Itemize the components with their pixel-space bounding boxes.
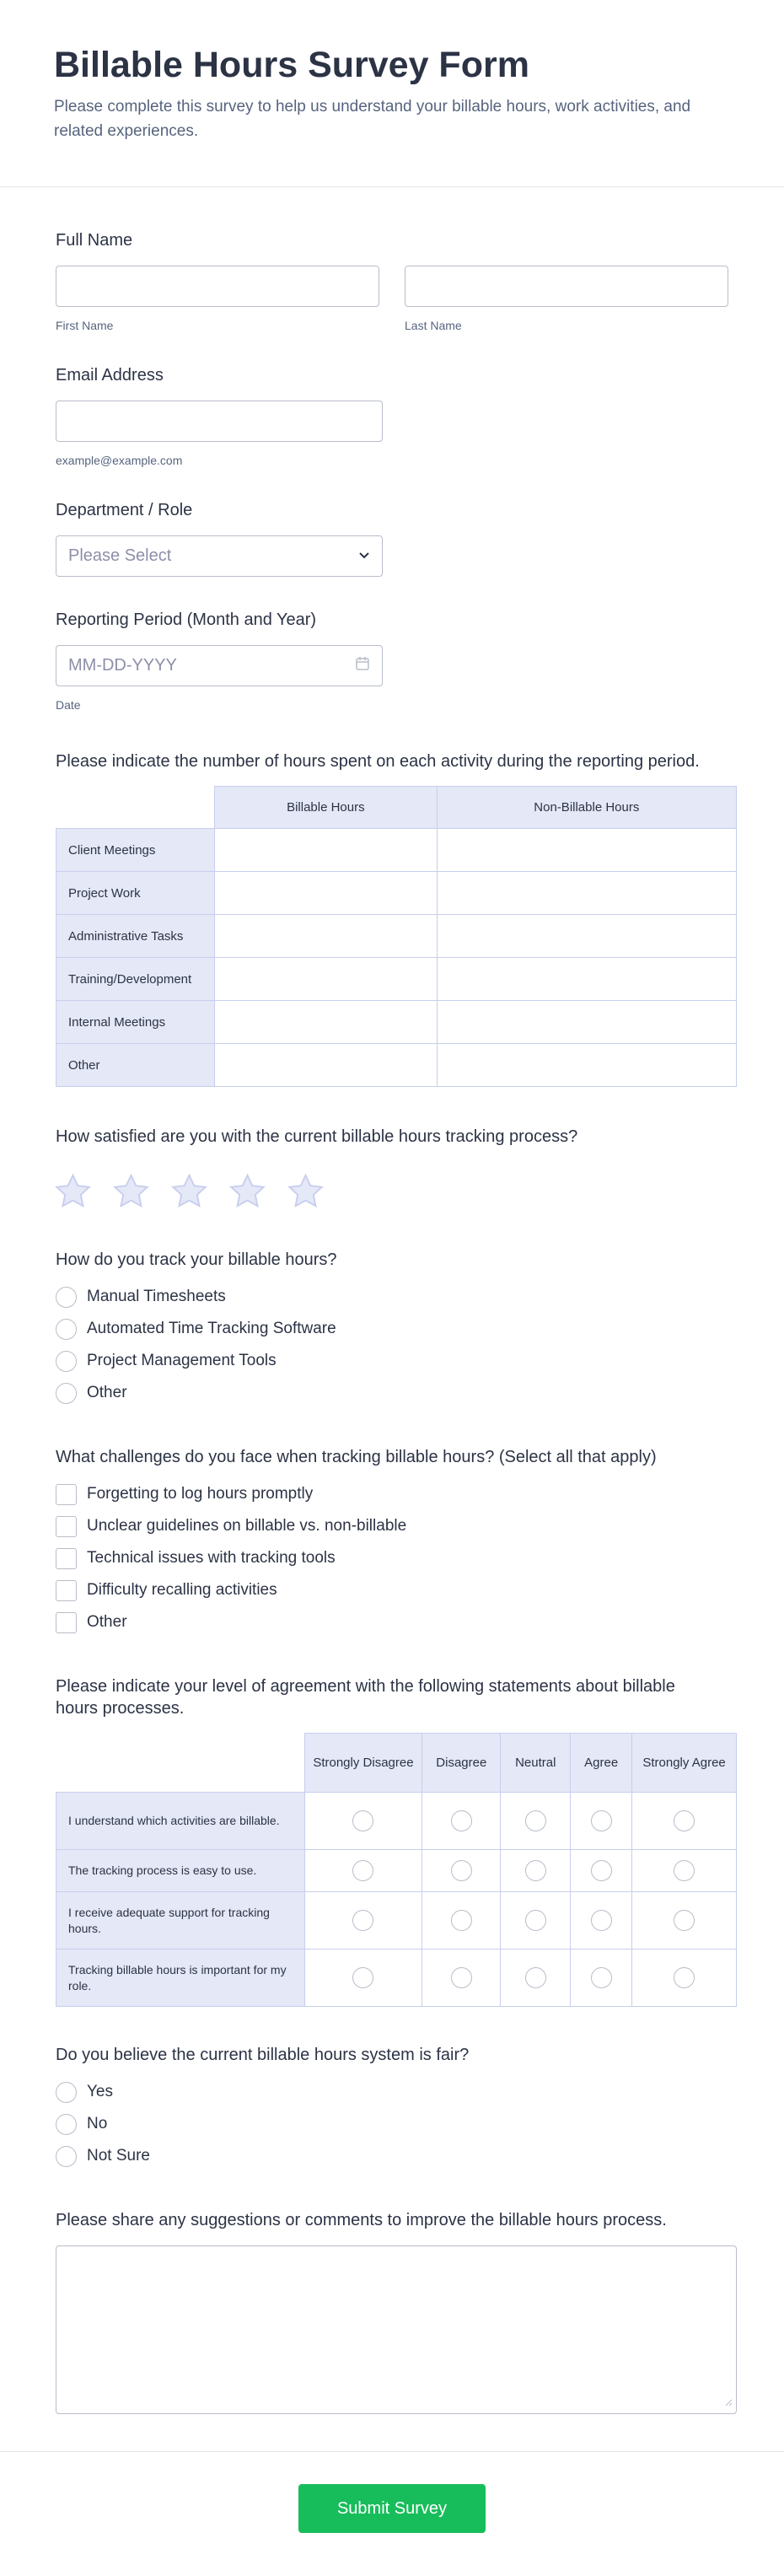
hours-col-header: Billable Hours xyxy=(215,787,438,829)
hours-cell-input[interactable] xyxy=(215,1001,438,1044)
agreement-col-header: Agree xyxy=(571,1734,632,1793)
hours-cell-input[interactable] xyxy=(215,958,438,1001)
tracking-label: How do you track your billable hours? xyxy=(56,1250,337,1269)
radio-button[interactable] xyxy=(56,1351,77,1372)
agreement-label: Please indicate your level of agreement with the following statements about billable hours processes. xyxy=(56,1677,675,1718)
challenges-field xyxy=(56,1446,728,1638)
challenge-option[interactable] xyxy=(56,1574,728,1606)
radio-button[interactable] xyxy=(56,1383,77,1404)
hours-cell-input[interactable] xyxy=(437,829,736,872)
radio-button[interactable] xyxy=(451,1860,472,1881)
challenge-option[interactable] xyxy=(56,1606,728,1638)
date-sublabel: Date xyxy=(56,698,81,712)
hours-cell-input[interactable] xyxy=(437,1001,736,1044)
calendar-icon[interactable] xyxy=(355,656,370,675)
hours-table xyxy=(56,786,737,1087)
radio-button[interactable] xyxy=(451,1910,472,1931)
option-label: Other xyxy=(87,1613,127,1631)
tracking-option[interactable] xyxy=(56,1313,728,1345)
reporting-period-field xyxy=(56,609,728,712)
hours-cell-input[interactable] xyxy=(437,915,736,958)
option-label: Yes xyxy=(87,2083,113,2100)
radio-button[interactable] xyxy=(352,1967,373,1988)
agreement-table xyxy=(56,1733,737,2007)
radio-button[interactable] xyxy=(525,1967,546,1988)
fair-option[interactable] xyxy=(56,2108,728,2140)
tracking-option[interactable] xyxy=(56,1281,728,1313)
hours-field xyxy=(56,750,728,1087)
hours-label: Please indicate the number of hours spent on each activity during the reporting period. xyxy=(56,752,700,771)
option-label: No xyxy=(87,2115,108,2132)
star-icon[interactable] xyxy=(170,1173,208,1213)
star-icon[interactable] xyxy=(54,1173,92,1213)
email-sublabel: example@example.com xyxy=(56,454,183,467)
agreement-field xyxy=(56,1675,728,2007)
full-name-field xyxy=(56,229,728,332)
hours-cell-input[interactable] xyxy=(437,958,736,1001)
option-label: Project Management Tools xyxy=(87,1352,277,1369)
agreement-row-label: I understand which activities are billable. xyxy=(56,1793,305,1850)
radio-button[interactable] xyxy=(451,1810,472,1831)
date-input[interactable] xyxy=(56,645,383,686)
radio-button[interactable] xyxy=(56,2082,77,2103)
option-label: Other xyxy=(87,1384,127,1401)
radio-button[interactable] xyxy=(525,1910,546,1931)
radio-button[interactable] xyxy=(352,1910,373,1931)
hours-cell-input[interactable] xyxy=(215,829,438,872)
star-icon[interactable] xyxy=(112,1173,150,1213)
radio-button[interactable] xyxy=(591,1810,612,1831)
last-name-input[interactable] xyxy=(405,266,728,307)
form-footer xyxy=(0,2451,784,2576)
hours-row-label: Training/Development xyxy=(56,958,215,1001)
fair-option[interactable] xyxy=(56,2076,728,2108)
department-placeholder: Please Select xyxy=(68,546,172,565)
radio-button[interactable] xyxy=(352,1810,373,1831)
hours-cell-input[interactable] xyxy=(215,1044,438,1087)
hours-corner xyxy=(56,787,215,829)
hours-cell-input[interactable] xyxy=(215,915,438,958)
agreement-col-header: Disagree xyxy=(422,1734,501,1793)
option-label: Unclear guidelines on billable vs. non-billable xyxy=(87,1517,407,1535)
challenges-label: What challenges do you face when tracking billable hours? (Select all that apply) xyxy=(56,1448,657,1466)
agreement-row-label: I receive adequate support for tracking hours. xyxy=(56,1892,305,1949)
checkbox[interactable] xyxy=(56,1548,77,1569)
checkbox[interactable] xyxy=(56,1516,77,1537)
hours-cell-input[interactable] xyxy=(437,1044,736,1087)
chevron-down-icon xyxy=(358,549,370,564)
hours-row-label: Project Work xyxy=(56,872,215,915)
radio-button[interactable] xyxy=(525,1810,546,1831)
checkbox[interactable] xyxy=(56,1484,77,1505)
comments-field xyxy=(56,2209,728,2414)
star-icon[interactable] xyxy=(228,1173,266,1213)
option-label: Manual Timesheets xyxy=(87,1288,226,1305)
email-field xyxy=(56,364,728,467)
department-select[interactable] xyxy=(56,535,383,577)
checkbox[interactable] xyxy=(56,1580,77,1601)
agreement-col-header: Neutral xyxy=(501,1734,571,1793)
department-field xyxy=(56,499,728,577)
radio-button[interactable] xyxy=(674,1967,695,1988)
radio-button[interactable] xyxy=(591,1910,612,1931)
radio-button[interactable] xyxy=(591,1967,612,1988)
first-name-sublabel: First Name xyxy=(56,319,114,332)
radio-button[interactable] xyxy=(525,1860,546,1881)
radio-button[interactable] xyxy=(56,2114,77,2135)
radio-button[interactable] xyxy=(451,1967,472,1988)
radio-button[interactable] xyxy=(56,1319,77,1340)
submit-button[interactable]: Submit Survey xyxy=(298,2484,486,2533)
comments-textarea[interactable] xyxy=(56,2245,737,2414)
satisfaction-label: How satisfied are you with the current billable hours tracking process? xyxy=(56,1127,578,1146)
star-icon[interactable] xyxy=(287,1173,325,1213)
challenge-option[interactable] xyxy=(56,1510,728,1542)
satisfaction-field xyxy=(56,1126,728,1213)
email-label: Email Address xyxy=(56,366,164,385)
radio-button[interactable] xyxy=(591,1860,612,1881)
form-description: Please complete this survey to help us understand your billable hours, work activities, and related experiences. xyxy=(54,98,691,140)
star-rating xyxy=(54,1173,728,1213)
agreement-col-header: Strongly Disagree xyxy=(304,1734,422,1793)
first-name-input[interactable] xyxy=(56,266,379,307)
agreement-row-label: The tracking process is easy to use. xyxy=(56,1850,305,1892)
tracking-option[interactable] xyxy=(56,1377,728,1409)
hours-cell-input[interactable] xyxy=(437,872,736,915)
radio-button[interactable] xyxy=(674,1810,695,1831)
full-name-label: Full Name xyxy=(56,231,133,250)
hours-cell-input[interactable] xyxy=(215,872,438,915)
reporting-period-label: Reporting Period (Month and Year) xyxy=(56,610,317,629)
form-title: Billable Hours Survey Form xyxy=(54,45,529,85)
tracking-option[interactable] xyxy=(56,1345,728,1377)
fair-label: Do you believe the current billable hours system is fair? xyxy=(56,2046,470,2064)
hours-row-label: Client Meetings xyxy=(56,829,215,872)
comments-label: Please share any suggestions or comments to improve the billable hours process. xyxy=(56,2211,667,2229)
radio-button[interactable] xyxy=(674,1910,695,1931)
agreement-row-label: Tracking billable hours is important for my role. xyxy=(56,1949,305,2007)
agreement-col-header: Strongly Agree xyxy=(632,1734,737,1793)
form-body xyxy=(0,229,784,2414)
last-name-sublabel: Last Name xyxy=(405,319,462,332)
challenge-option[interactable] xyxy=(56,1478,728,1510)
radio-button[interactable] xyxy=(56,2146,77,2167)
checkbox[interactable] xyxy=(56,1612,77,1633)
radio-button[interactable] xyxy=(352,1860,373,1881)
option-label: Difficulty recalling activities xyxy=(87,1581,277,1599)
agreement-corner xyxy=(56,1734,305,1793)
email-input[interactable] xyxy=(56,401,383,442)
hours-row-label: Administrative Tasks xyxy=(56,915,215,958)
form-header xyxy=(0,0,784,187)
option-label: Automated Time Tracking Software xyxy=(87,1320,336,1337)
radio-button[interactable] xyxy=(674,1860,695,1881)
radio-button[interactable] xyxy=(56,1287,77,1308)
hours-col-header: Non-Billable Hours xyxy=(437,787,736,829)
option-label: Not Sure xyxy=(87,2147,150,2165)
option-label: Forgetting to log hours promptly xyxy=(87,1485,314,1503)
fair-option[interactable] xyxy=(56,2140,728,2172)
tracking-field xyxy=(56,1249,728,1409)
resize-handle-icon[interactable] xyxy=(724,2396,733,2411)
hours-row-label: Internal Meetings xyxy=(56,1001,215,1044)
option-label: Technical issues with tracking tools xyxy=(87,1549,336,1567)
date-placeholder: MM-DD-YYYY xyxy=(68,656,177,675)
challenge-option[interactable] xyxy=(56,1542,728,1574)
hours-row-label: Other xyxy=(56,1044,215,1087)
fair-field xyxy=(56,2044,728,2172)
department-label: Department / Role xyxy=(56,501,193,519)
